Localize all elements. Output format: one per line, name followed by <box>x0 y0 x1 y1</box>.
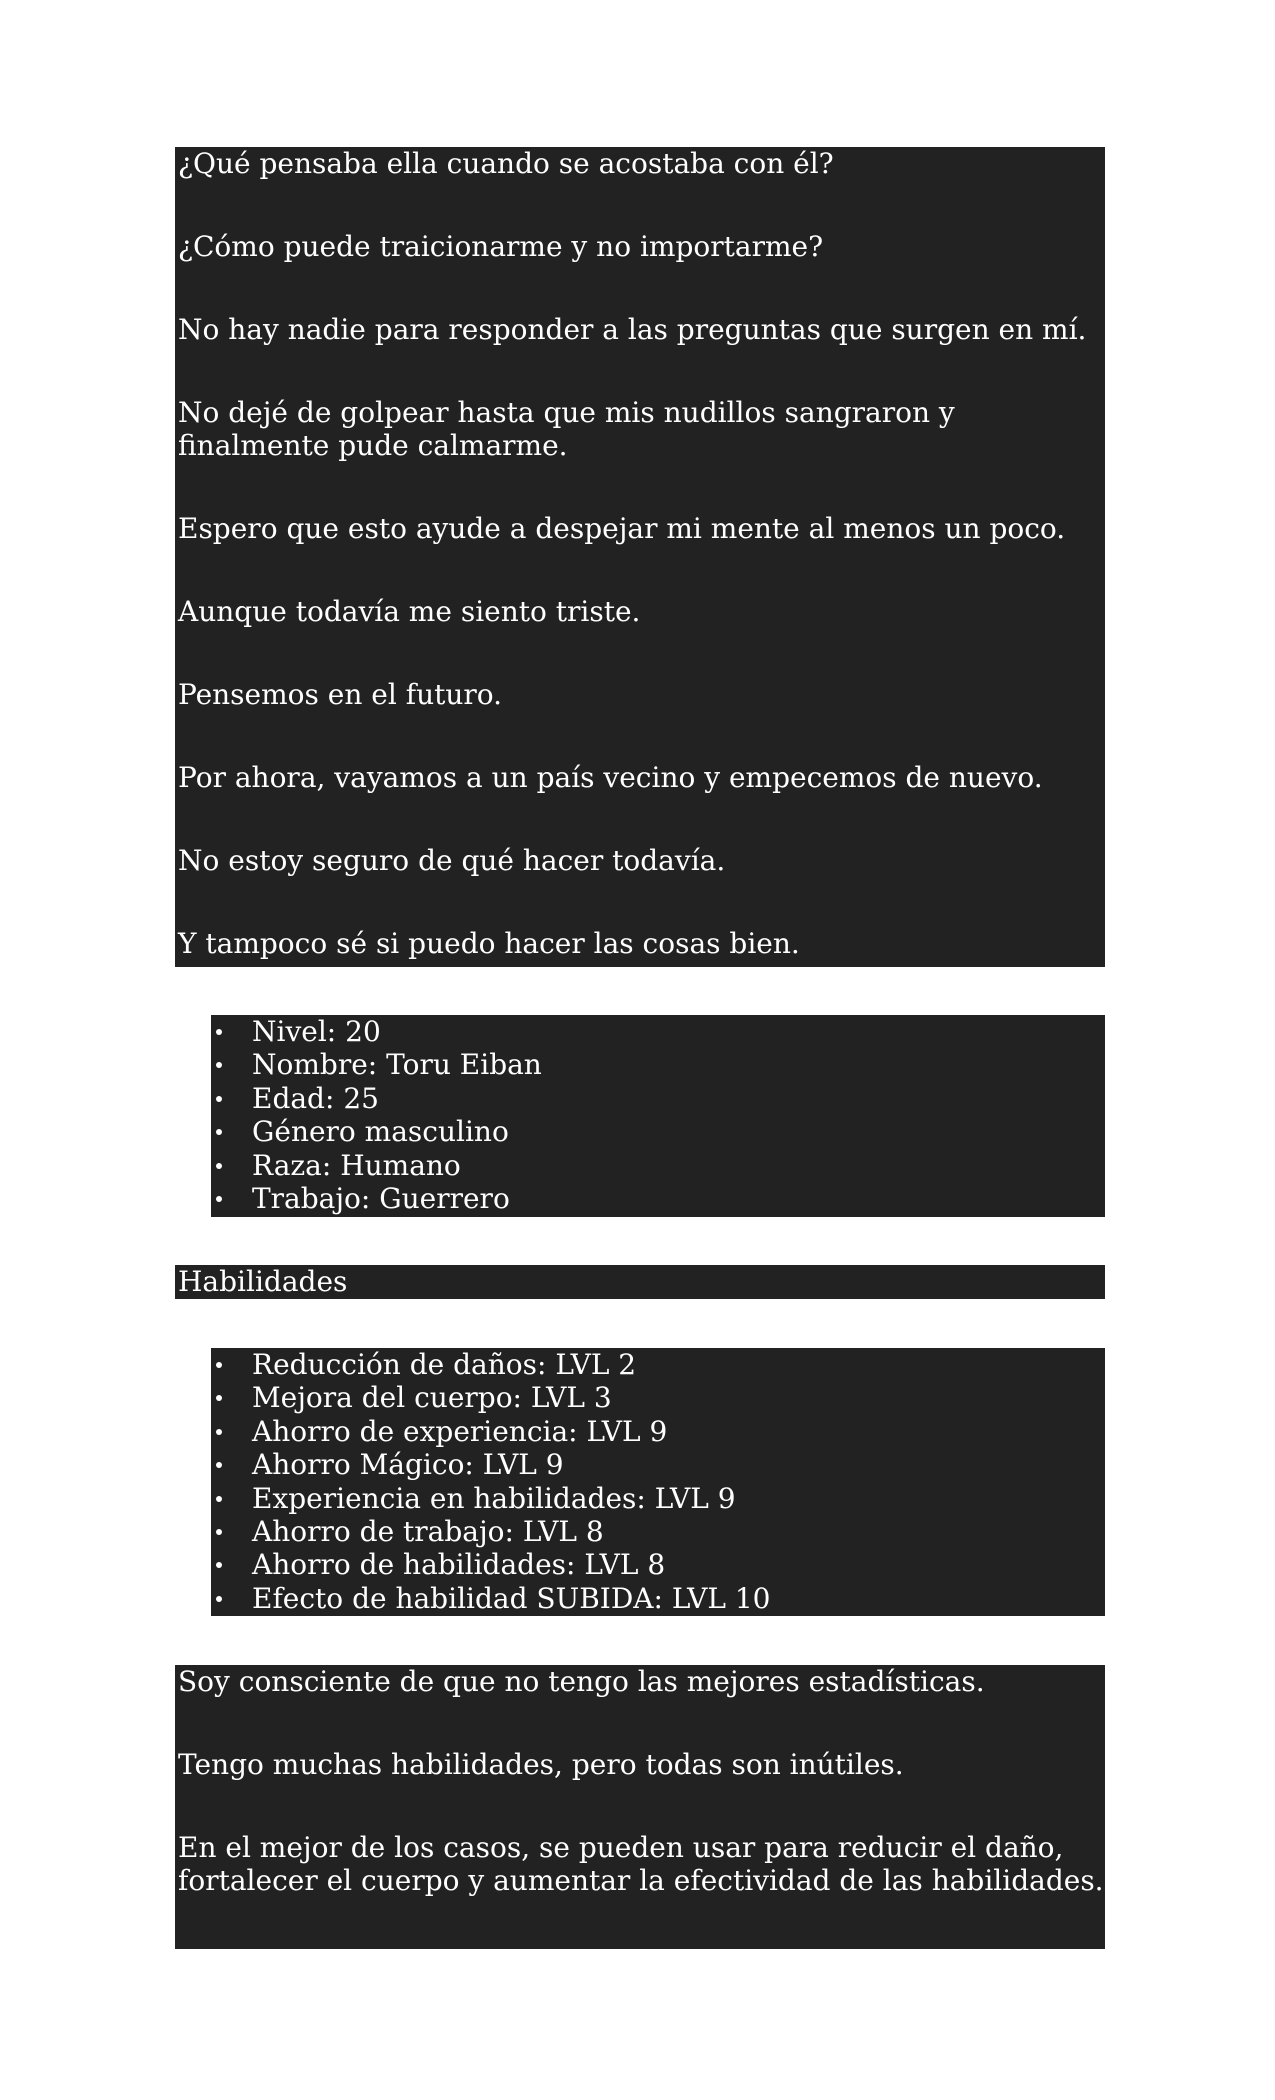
skill-item: Efecto de habilidad SUBIDA: LVL 10 <box>211 1582 1105 1615</box>
status-item-level: Nivel: 20 <box>211 1015 1105 1048</box>
skill-item: Mejora del cuerpo: LVL 3 <box>211 1381 1105 1414</box>
status-list <box>211 1015 1105 1215</box>
status-item-name: Nombre: Toru Eiban <box>211 1048 1105 1081</box>
paragraph: No estoy seguro de qué hacer todavía. <box>178 844 726 877</box>
paragraph: Y tampoco sé si puedo hacer las cosas bien. <box>178 927 800 960</box>
skills-list-block <box>211 1348 1105 1616</box>
paragraph: ¿Qué pensaba ella cuando se acostaba con él? <box>178 147 834 180</box>
skills-heading-block <box>175 1265 1105 1299</box>
status-item-age: Edad: 25 <box>211 1082 1105 1115</box>
status-item-race: Raza: Humano <box>211 1149 1105 1182</box>
skill-item: Experiencia en habilidades: LVL 9 <box>211 1482 1105 1515</box>
paragraph: Pensemos en el futuro. <box>178 678 503 711</box>
skill-item: Ahorro de experiencia: LVL 9 <box>211 1415 1105 1448</box>
paragraph: No dejé de golpear hasta que mis nudillos sangraron y finalmente pude calmarme. <box>178 396 955 462</box>
paragraph: Aunque todavía me siento triste. <box>178 595 641 628</box>
paragraph: En el mejor de los casos, se pueden usar para reducir el daño, fortalecer el cuerpo y aumentar la efectividad de las habilidades. <box>178 1831 1104 1897</box>
skills-list <box>211 1348 1105 1615</box>
paragraph: Espero que esto ayude a despejar mi mente al menos un poco. <box>178 512 1066 545</box>
skill-item: Reducción de daños: LVL 2 <box>211 1348 1105 1381</box>
narrative-block-1 <box>175 147 1105 967</box>
paragraph: No hay nadie para responder a las preguntas que surgen en mí. <box>178 313 1087 346</box>
status-item-job: Trabajo: Guerrero <box>211 1182 1105 1215</box>
skills-heading: Habilidades <box>178 1265 348 1298</box>
status-item-gender: Género masculino <box>211 1115 1105 1148</box>
narrative-block-2 <box>175 1665 1105 1949</box>
paragraph: Por ahora, vayamos a un país vecino y empecemos de nuevo. <box>178 761 1043 794</box>
paragraph: Tengo muchas habilidades, pero todas son inútiles. <box>178 1748 904 1781</box>
status-list-block <box>211 1015 1105 1217</box>
paragraph: Soy consciente de que no tengo las mejores estadísticas. <box>178 1665 985 1698</box>
skill-item: Ahorro de trabajo: LVL 8 <box>211 1515 1105 1548</box>
skill-item: Ahorro de habilidades: LVL 8 <box>211 1548 1105 1581</box>
skill-item: Ahorro Mágico: LVL 9 <box>211 1448 1105 1481</box>
paragraph: ¿Cómo puede traicionarme y no importarme? <box>178 230 824 263</box>
